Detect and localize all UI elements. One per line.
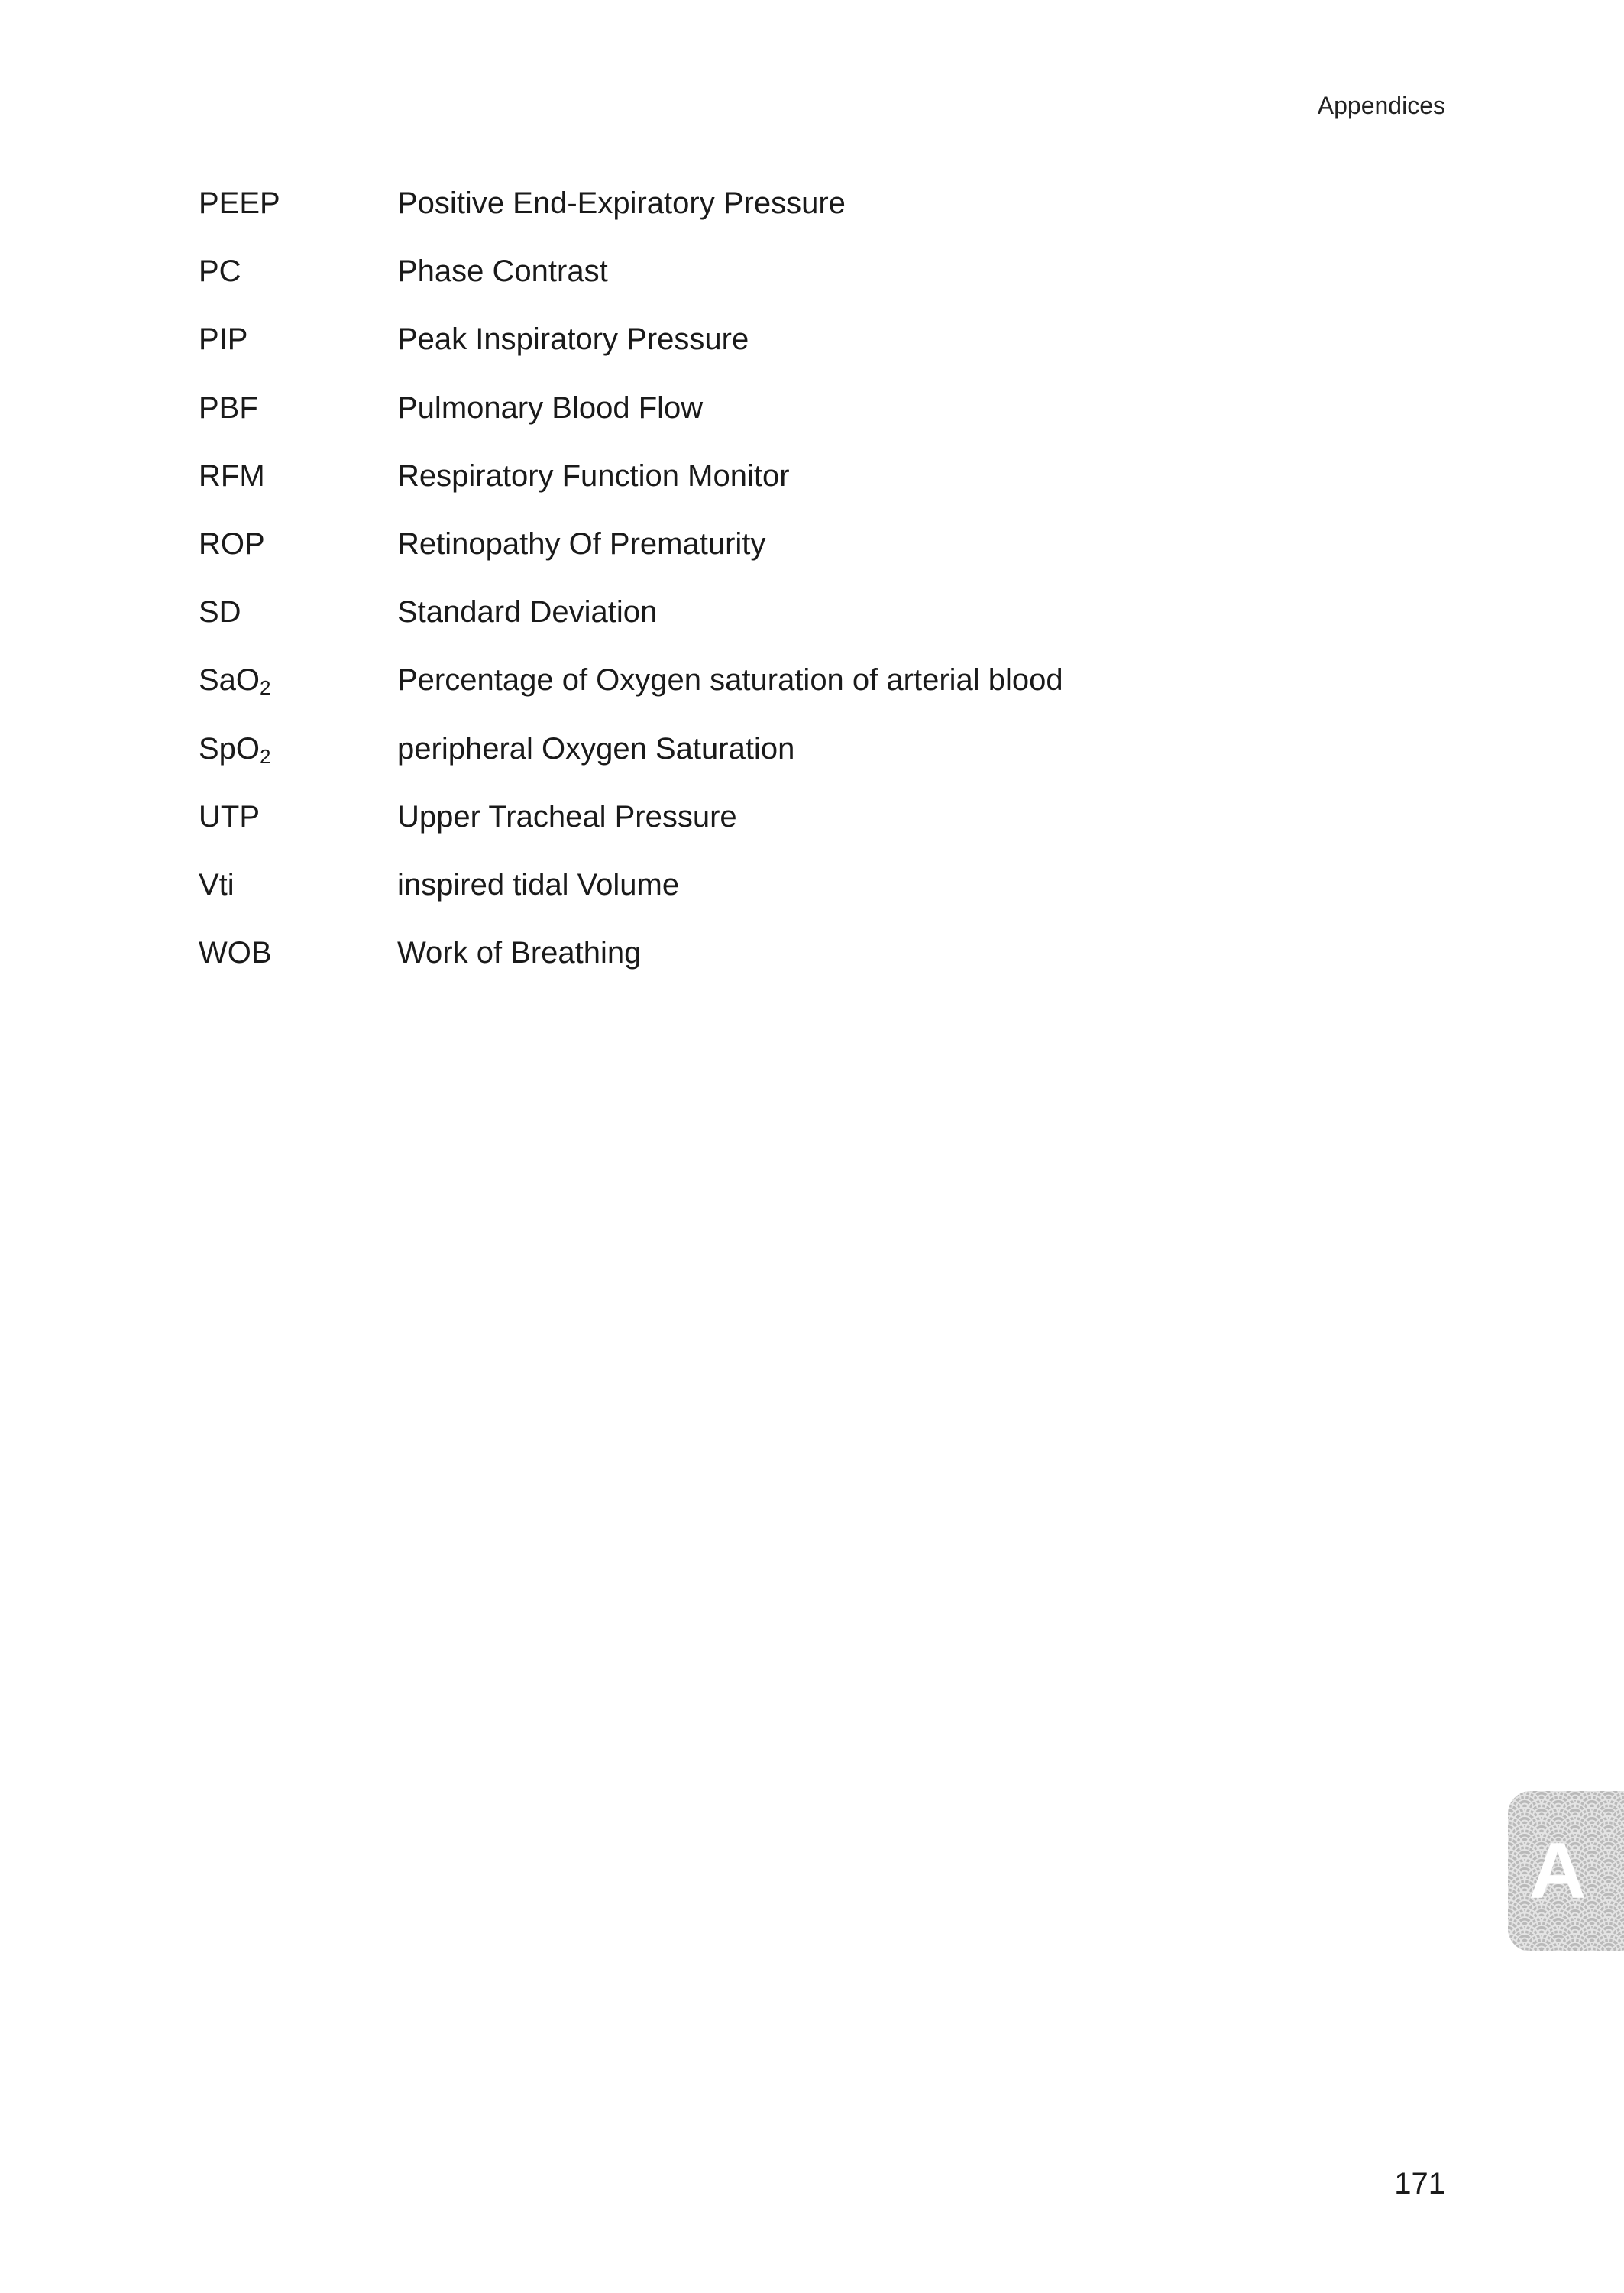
abbreviation-row	[199, 388, 1421, 456]
abbreviation-term	[199, 865, 397, 905]
abbreviation-term	[199, 524, 397, 564]
abbreviation-term-text: ROP	[199, 526, 265, 561]
abbreviation-term-subscript: 2	[260, 744, 271, 768]
abbreviation-definition: Phase Contrast	[397, 254, 608, 289]
abbreviation-term	[199, 388, 397, 428]
abbreviation-term-text: Vti	[199, 867, 235, 902]
abbreviation-row	[199, 729, 1421, 797]
abbreviation-definition: Percentage of Oxygen saturation of arterial blood	[397, 663, 1063, 698]
abbreviation-term-subscript: 2	[260, 676, 271, 700]
abbreviation-row	[199, 592, 1421, 660]
abbreviation-row	[199, 251, 1421, 319]
abbreviation-term	[199, 729, 397, 772]
abbreviation-term	[199, 183, 397, 223]
abbreviation-row	[199, 865, 1421, 933]
abbreviation-term-text: PIP	[199, 322, 248, 357]
abbreviation-row	[199, 933, 1421, 1001]
chapter-tab-letter: A	[1529, 1826, 1587, 1916]
abbreviation-term-text: PEEP	[199, 186, 280, 220]
abbreviation-row	[199, 319, 1421, 387]
running-header: Appendices	[1317, 92, 1445, 119]
abbreviation-term	[199, 797, 397, 837]
abbreviation-term-text: PBF	[199, 390, 258, 425]
abbreviation-list	[199, 183, 1421, 1001]
abbreviation-term	[199, 933, 397, 973]
abbreviation-definition: Standard Deviation	[397, 595, 658, 630]
abbreviation-term	[199, 251, 397, 291]
abbreviation-term-text: WOB	[199, 936, 272, 970]
abbreviation-term	[199, 456, 397, 496]
abbreviation-definition: Peak Inspiratory Pressure	[397, 322, 749, 357]
abbreviation-term-text: RFM	[199, 458, 265, 493]
abbreviation-definition: Pulmonary Blood Flow	[397, 390, 704, 425]
abbreviation-definition: Upper Tracheal Pressure	[397, 799, 737, 834]
abbreviation-term-text: SaO	[199, 663, 260, 698]
abbreviation-term-text: UTP	[199, 799, 260, 834]
abbreviation-term	[199, 319, 397, 359]
abbreviation-row	[199, 456, 1421, 524]
abbreviation-row	[199, 524, 1421, 592]
abbreviation-row	[199, 183, 1421, 251]
abbreviation-row	[199, 660, 1421, 728]
abbreviation-term	[199, 660, 397, 703]
abbreviation-term-text: PC	[199, 254, 241, 289]
abbreviation-definition: Positive End-Expiratory Pressure	[397, 186, 846, 220]
abbreviation-row	[199, 797, 1421, 865]
page-number: 171	[1394, 2167, 1445, 2201]
abbreviation-term-text: SD	[199, 595, 241, 630]
abbreviation-definition: Retinopathy Of Prematurity	[397, 526, 766, 561]
abbreviation-definition: Work of Breathing	[397, 936, 642, 970]
abbreviation-term-text: SpO	[199, 731, 260, 766]
abbreviation-definition: Respiratory Function Monitor	[397, 458, 790, 493]
chapter-tab-a	[1508, 1791, 1624, 1951]
abbreviation-term	[199, 592, 397, 632]
abbreviation-definition: peripheral Oxygen Saturation	[397, 731, 795, 766]
abbreviation-definition: inspired tidal Volume	[397, 867, 680, 902]
